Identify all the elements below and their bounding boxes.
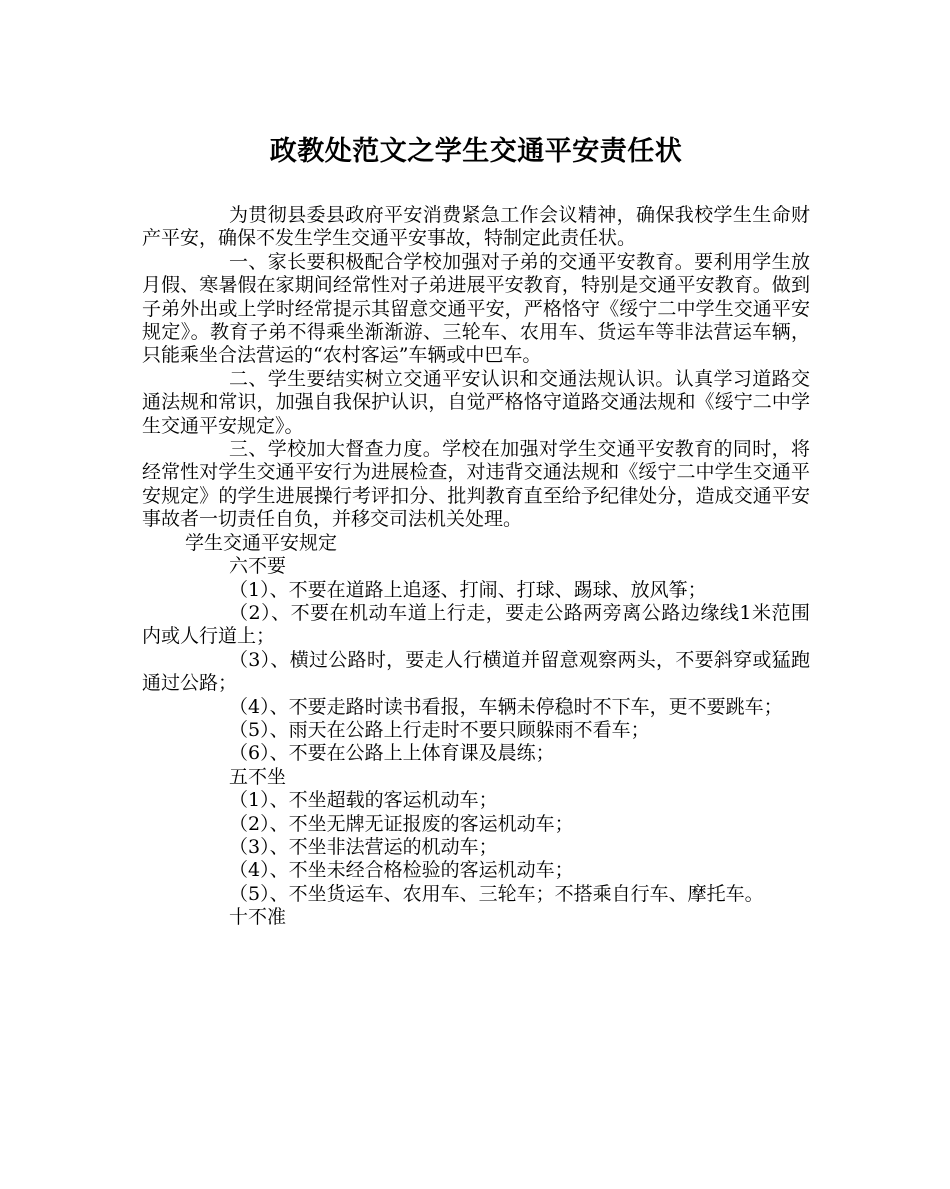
list-item: （5）、不坐货运车、农用车、三轮车；不搭乘自行车、摩托车。	[229, 882, 764, 905]
list-item: （1）、不要在道路上追逐、打闹、打球、踢球、放风筝；	[229, 578, 707, 601]
list-item: （6）、不要在公路上上体育课及晨练；	[229, 742, 555, 765]
section-paragraph-2: 二、学生要结实树立交通平安认识和交通法规认识。认真学习道路交通法规和常识，加强自我保护认识，自觉严格恪守道路交通法规和《绥宁二中学生交通平安规定》。	[142, 367, 810, 437]
list-item: （2）、不要在机动车道上行走，要走公路两旁离公路边缘线1米范围内或人行道上；	[142, 601, 810, 648]
list-item: （5）、雨天在公路上行走时不要只顾躲雨不看车；	[229, 718, 650, 741]
document-page	[142, 126, 810, 930]
document-title: 政教处范文之学生交通平安责任状	[269, 136, 683, 167]
section-paragraph-3: 三、学校加大督查力度。学校在加强对学生交通平安教育的同时，将经常性对学生交通平安行为进展检查，对违背交通法规和《绥宁二中学生交通平安规定》的学生进展操行考评扣分、批判教育直至给予纪律处分，造成交通平安事故者一切责任自负，并移交司法机关处理。	[142, 438, 810, 531]
six-dont-heading: 六不要	[229, 555, 287, 578]
five-dont-ride-heading: 五不坐	[229, 765, 287, 788]
section-paragraph-1: 一、家长要积极配合学校加强对子弟的交通平安教育。要利用学生放月假、寒暑假在家期间经常性对子弟进展平安教育，特别是交通平安教育。做到子弟外出或上学时经常提示其留意交通平安，严格恪守《绥宁二中学生交通平安规定》。教育子弟不得乘坐渐渐游、三轮车、农用车、货运车等非法营运车辆，只能乘坐合法营运的“农村客运”车辆或中巴车。	[142, 250, 810, 367]
rules-heading: 学生交通平安规定	[185, 531, 338, 554]
list-item: （2）、不坐无牌无证报废的客运机动车；	[229, 812, 574, 835]
list-item: （1）、不坐超载的客运机动车；	[229, 789, 498, 812]
list-item: （4）、不坐未经合格检验的客运机动车；	[229, 859, 574, 882]
ten-forbidden-heading: 十不准	[229, 906, 287, 929]
intro-paragraph: 为贯彻县委县政府平安消费紧急工作会议精神，确保我校学生生命财产平安，确保不发生学生交通平安事故，特制定此责任状。	[142, 204, 810, 250]
list-item: （3）、不坐非法营运的机动车；	[229, 835, 498, 858]
list-item: （3）、横过公路时，要走人行横道并留意观察两头，不要斜穿或猛跑通过公路；	[142, 648, 810, 695]
list-item: （4）、不要走路时读书看报，车辆未停稳时不下车，更不要跳车；	[229, 695, 783, 718]
document-body	[142, 204, 810, 930]
